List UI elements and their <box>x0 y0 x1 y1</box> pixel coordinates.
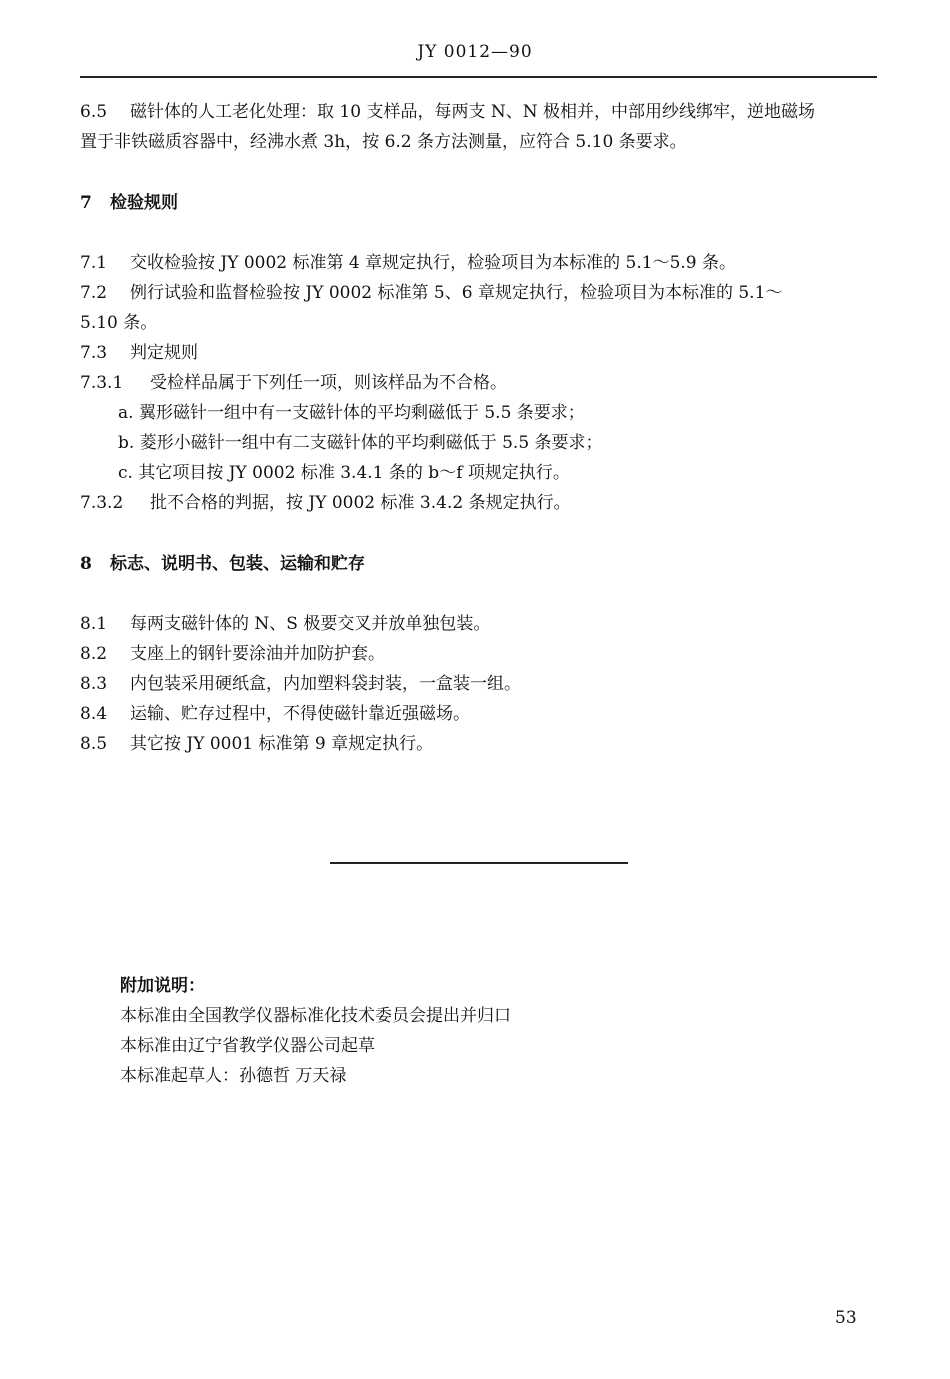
notes-line: 本标准起草人：孙德哲 万天禄 <box>120 1066 347 1086</box>
clause-text: 支座上的钢针要涂油并加防护套。 <box>130 644 385 664</box>
clause-text: 判定规则 <box>130 343 198 363</box>
document-header-code: JY 0012—90 <box>417 42 533 62</box>
clause-8-2 <box>80 643 385 665</box>
clause-number: 8.4 <box>80 704 108 724</box>
section-8-heading <box>80 553 365 575</box>
clause-6-5-line1 <box>80 101 815 123</box>
clause-number: 7.3.1 <box>80 373 124 393</box>
header-rule <box>80 76 877 78</box>
clause-text: 内包装采用硬纸盒，内加塑料袋封装，一盒装一组。 <box>130 674 521 694</box>
clause-text: 交收检验按 JY 0002 标准第 4 章规定执行，检验项目为本标准的 5.1～5.9 条。 <box>130 253 737 273</box>
notes-heading: 附加说明： <box>120 976 205 996</box>
clause-number: 6.5 <box>80 102 108 122</box>
section-number: 7 <box>80 193 92 213</box>
clause-text: 每两支磁针体的 N、S 极要交叉并放单独包装。 <box>130 614 491 634</box>
clause-7-2-line1 <box>80 282 782 304</box>
list-item-a: a. 翼形磁针一组中有一支磁针体的平均剩磁低于 5.5 条要求； <box>118 403 585 423</box>
list-item-b: b. 菱形小磁针一组中有二支磁针体的平均剩磁低于 5.5 条要求； <box>118 433 603 453</box>
clause-8-3 <box>80 673 521 695</box>
clause-text: 运输、贮存过程中，不得使磁针靠近强磁场。 <box>130 704 470 724</box>
clause-number: 7.1 <box>80 253 108 273</box>
clause-text: 批不合格的判据，按 JY 0002 标准 3.4.2 条规定执行。 <box>150 493 571 513</box>
clause-7-2-line2: 5.10 条。 <box>80 313 158 333</box>
clause-8-1 <box>80 613 490 635</box>
notes-line: 本标准由全国教学仪器标准化技术委员会提出并归口 <box>120 1006 511 1026</box>
notes-line: 本标准由辽宁省教学仪器公司起草 <box>120 1036 375 1056</box>
clause-text: 其它按 JY 0001 标准第 9 章规定执行。 <box>130 734 434 754</box>
section-number: 8 <box>80 554 92 574</box>
page-number: 53 <box>835 1308 857 1328</box>
clause-8-5 <box>80 733 433 755</box>
clause-7-3-1 <box>80 372 507 394</box>
end-of-text-rule <box>330 862 628 864</box>
clause-number: 8.3 <box>80 674 108 694</box>
clause-text: 磁针体的人工老化处理：取 10 支样品，每两支 N、N 极相并，中部用纱线绑牢，逆地磁场 <box>130 102 815 122</box>
clause-number: 7.3.2 <box>80 493 124 513</box>
clause-number: 7.2 <box>80 283 108 303</box>
section-title: 检验规则 <box>110 193 178 213</box>
clause-number: 8.5 <box>80 734 108 754</box>
clause-6-5-line2: 置于非铁磁质容器中，经沸水煮 3h，按 6.2 条方法测量，应符合 5.10 条要求。 <box>80 132 687 152</box>
clause-text: 受检样品属于下列任一项，则该样品为不合格。 <box>150 373 507 393</box>
clause-number: 7.3 <box>80 343 108 363</box>
clause-text: 例行试验和监督检验按 JY 0002 标准第 5、6 章规定执行，检验项目为本标准的 5.1～ <box>130 283 783 303</box>
clause-8-4 <box>80 703 470 725</box>
list-item-c: c. 其它项目按 JY 0002 标准 3.4.1 条的 b～f 项规定执行。 <box>118 463 570 483</box>
clause-7-1 <box>80 252 736 274</box>
section-7-heading <box>80 192 178 214</box>
clause-7-3-2 <box>80 492 571 514</box>
clause-number: 8.2 <box>80 644 108 664</box>
clause-number: 8.1 <box>80 614 108 634</box>
clause-7-3 <box>80 342 198 364</box>
section-title: 标志、说明书、包装、运输和贮存 <box>110 554 365 574</box>
